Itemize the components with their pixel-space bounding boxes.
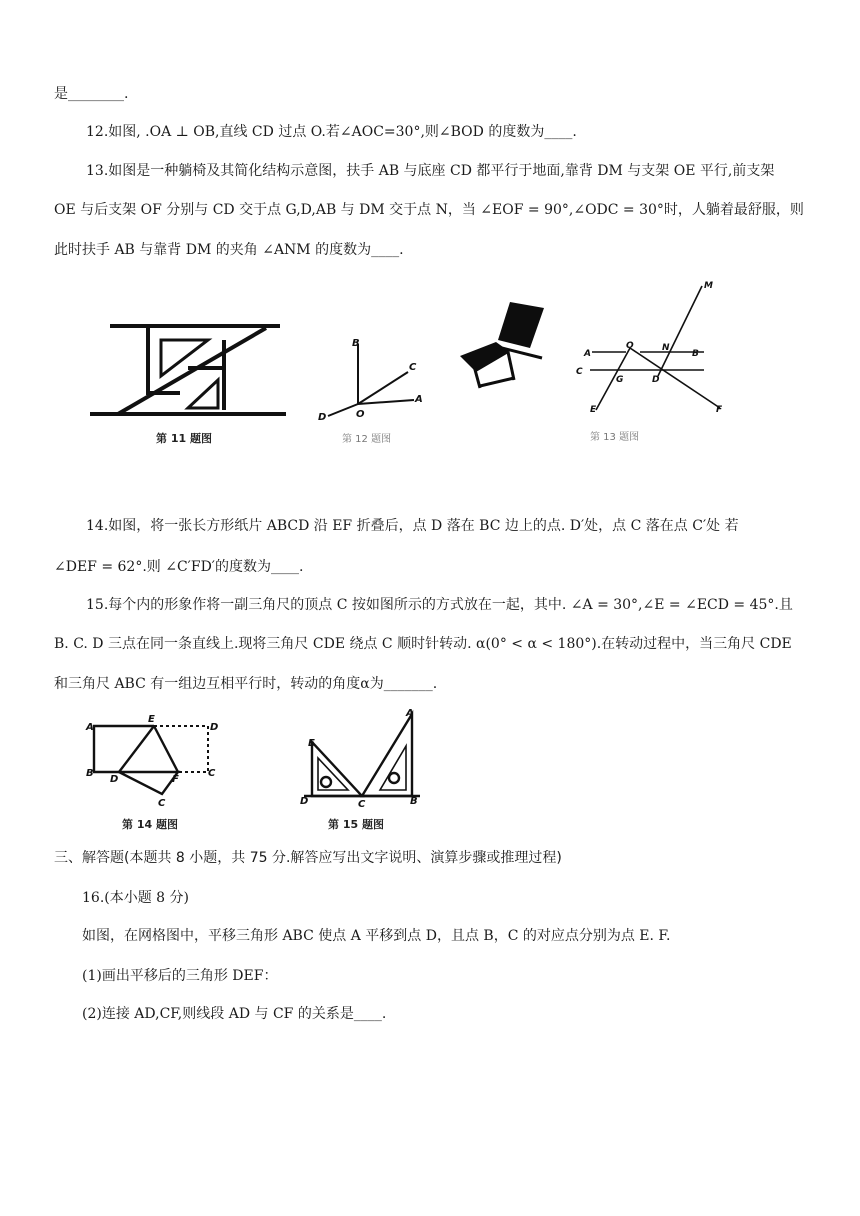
fig13-label-d: D (652, 375, 660, 385)
figure-15 (300, 706, 430, 831)
fig13-label-b: B (692, 349, 699, 359)
fig13-label-e: E (590, 405, 597, 415)
fig15-label-c: C (358, 799, 366, 808)
section-3-title: 三、解答题(本题共 8 小题，共 75 分.解答应写出文字说明、演算步骤或推理过程) (54, 850, 562, 866)
fig13-label-f: F (716, 405, 723, 415)
fig13-label-a: A (584, 349, 591, 359)
fig15-label-e: E (308, 738, 315, 749)
q15-text-line1: 15.每个内的形象作将一副三角尺的顶点 C 按如图所示的方式放在一起，其中. ∠A = 30°,∠E = ∠ECD = 45°.且 (86, 597, 793, 613)
fig13-label-m: M (704, 281, 713, 291)
fig13-label-o: O (626, 341, 634, 351)
fig15-label-b: B (410, 796, 418, 807)
fig13-label-n: N (662, 343, 670, 353)
q13-text-line3: 此时扶手 AB 与靠背 DM 的夹角 ∠ANM 的度数为____. (54, 242, 404, 258)
q15-text-line2: B. C. D 三点在同一条直线上.现将三角尺 CDE 绕点 C 顺时针转动. α(0° < α < 180°).在转动过程中，当三角尺 CDE (54, 636, 792, 652)
q15-text-line3: 和三角尺 ABC 有一组边互相平行时，转动的角度α为_______. (54, 676, 438, 692)
figure-14-caption: 第 14 题图 (122, 818, 178, 831)
fig14-label-c-prime: C (158, 798, 166, 809)
figure-15-caption: 第 15 题图 (328, 818, 384, 831)
fig13-label-c: C (576, 367, 583, 377)
fig13-label-g: G (616, 375, 624, 385)
fig14-label-d: D (210, 722, 219, 733)
figure-13 (572, 280, 732, 443)
fig15-label-d: D (300, 796, 309, 807)
figure-14 (84, 710, 224, 831)
q16-text: 如图，在网格图中，平移三角形 ABC 使点 A 平移到点 D，且点 B，C 的对应点分别为点 E. F. (82, 928, 671, 944)
fig12-label-d: D (318, 412, 327, 423)
q14-text-line2: ∠DEF = 62°.则 ∠C′FD′的度数为____. (54, 559, 304, 575)
fig14-label-d-prime: D (110, 774, 119, 785)
fig14-label-b: B (86, 768, 94, 779)
q16-part2: (2)连接 AD,CF,则线段 AD 与 CF 的关系是____. (82, 1006, 387, 1022)
fig14-label-a: A (86, 722, 94, 733)
figure-12-caption: 第 12 题图 (342, 434, 392, 445)
fig12-label-o: O (356, 409, 365, 420)
fig12-label-b: B (352, 338, 360, 349)
q13-text-line2: OE 与后支架 OF 分别与 CD 交于点 G,D,AB 与 DM 交于点 N，当 ∠EOF = 90°,∠ODC = 30°时，人躺着最舒服，则 (54, 202, 804, 218)
q12-text: 12.如图, .OA ⊥ OB,直线 CD 过点 O.若∠AOC=30°,则∠BOD 的度数为____. (86, 124, 577, 140)
fig14-label-e: E (148, 714, 155, 725)
q11-answer-blank: 是________. (54, 86, 129, 102)
q16-part1: (1)画出平移后的三角形 DEF： (82, 968, 278, 984)
fig12-label-c: C (409, 362, 417, 373)
fig12-label-a: A (415, 394, 423, 405)
q13-text-line1: 13.如图是一种躺椅及其简化结构示意图，扶手 AB 与底座 CD 都平行于地面,靠背 DM 与支架 OE 平行,前支架 (86, 163, 775, 179)
fig15-label-a: A (406, 708, 414, 719)
fig14-label-f: F (172, 774, 179, 785)
q16-header: 16.(本小题 8 分) (82, 890, 189, 906)
figure-11-caption: 第 11 题图 (156, 432, 212, 445)
figure-12 (314, 330, 424, 445)
fig14-label-c: C (208, 768, 216, 779)
reclining-chair-picture (452, 296, 560, 392)
q14-text-line1: 14.如图，将一张长方形纸片 ABCD 沿 EF 折叠后，点 D 落在 BC 边上的点. D′处，点 C 落在点 C′处 若 (86, 518, 739, 534)
figure-11 (88, 318, 288, 445)
figure-13-caption: 第 13 题图 (590, 432, 640, 443)
